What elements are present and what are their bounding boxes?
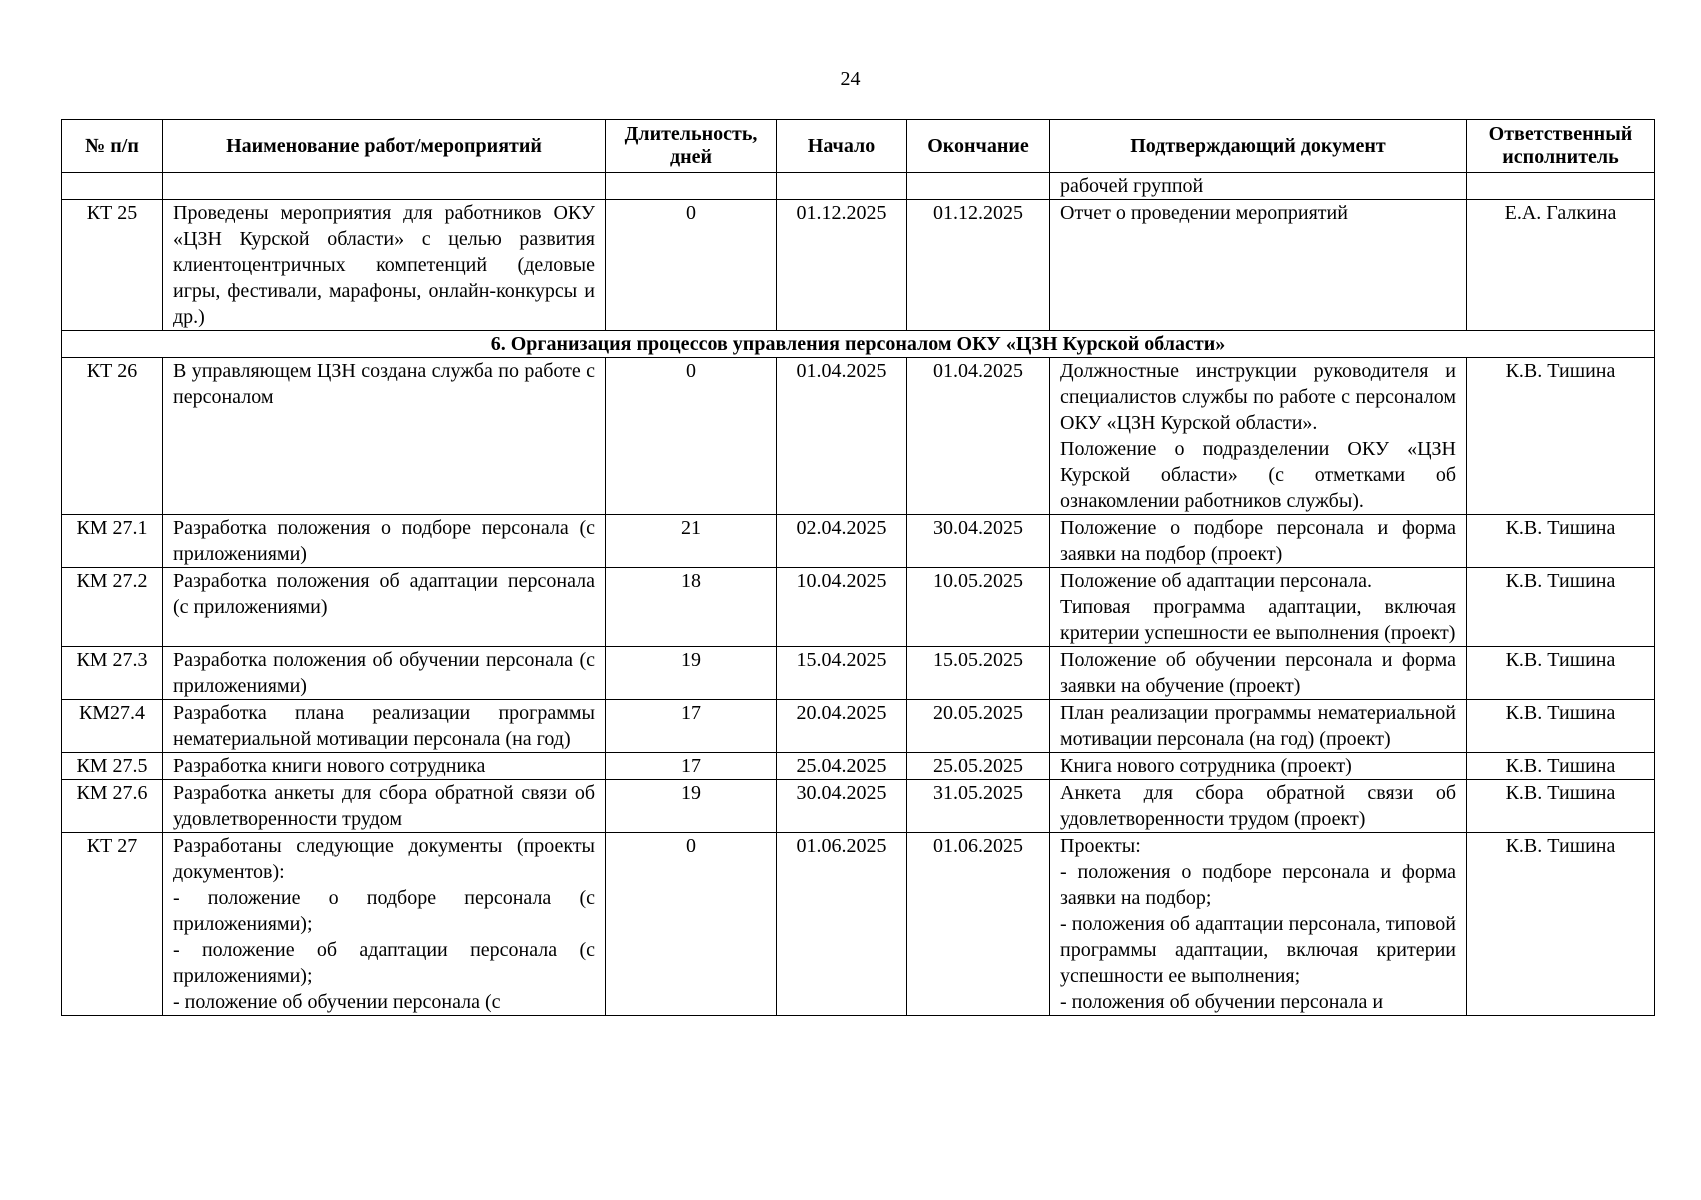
row-duration: 17 bbox=[606, 700, 777, 753]
row-number: КМ 27.3 bbox=[62, 647, 163, 700]
table-row bbox=[62, 753, 1655, 780]
row-number: КТ 27 bbox=[62, 833, 163, 1016]
row-document: Анкета для сбора обратной связи об удовлетворенности трудом (проект) bbox=[1050, 780, 1467, 833]
row-name: Разработка положения о подборе персонала (с приложениями) bbox=[163, 515, 606, 568]
row-duration: 19 bbox=[606, 647, 777, 700]
header-responsible-line2: исполнитель bbox=[1502, 146, 1619, 168]
table-row bbox=[62, 833, 1655, 1016]
header-duration-line1: Длительность, bbox=[624, 123, 758, 145]
row-end: 10.05.2025 bbox=[907, 568, 1050, 647]
row-start: 01.12.2025 bbox=[777, 200, 907, 331]
row-start: 15.04.2025 bbox=[777, 647, 907, 700]
row-document: Отчет о проведении мероприятий bbox=[1050, 200, 1467, 331]
row-name bbox=[163, 833, 606, 1016]
row-document-line: Проекты: bbox=[1060, 835, 1141, 857]
row-start: 25.04.2025 bbox=[777, 753, 907, 780]
row-document-part2: Типовая программа адаптации, включая критерии успешности ее выполнения (проект) bbox=[1060, 596, 1456, 644]
row-start: 20.04.2025 bbox=[777, 700, 907, 753]
row-duration: 0 bbox=[606, 358, 777, 515]
row-start: 30.04.2025 bbox=[777, 780, 907, 833]
row-document: Положение о подборе персонала и форма заявки на подбор (проект) bbox=[1050, 515, 1467, 568]
table-row bbox=[62, 515, 1655, 568]
continuation-row bbox=[62, 173, 1655, 200]
header-row bbox=[62, 120, 1655, 173]
header-name: Наименование работ/мероприятий bbox=[163, 120, 606, 173]
row-document-line: - положения об адаптации персонала, типовой программы адаптации, включая критерии успешности ее выполнения; bbox=[1060, 913, 1456, 987]
row-duration: 21 bbox=[606, 515, 777, 568]
work-plan-table bbox=[61, 119, 1655, 1016]
row-name: Проведены мероприятия для работников ОКУ «ЦЗН Курской области» с целью развития клиентоцентричных компетенций (деловые игры, фестивали, марафоны, онлайн-конкурсы и др.) bbox=[163, 200, 606, 331]
header-end: Окончание bbox=[907, 120, 1050, 173]
row-responsible: К.В. Тишина bbox=[1467, 568, 1655, 647]
header-responsible bbox=[1467, 120, 1655, 173]
row-name-line: - положение об обучении персонала (с bbox=[173, 991, 501, 1013]
header-duration-line2: дней bbox=[669, 146, 713, 168]
row-number: КМ 27.5 bbox=[62, 753, 163, 780]
section-row bbox=[62, 331, 1655, 358]
row-duration: 19 bbox=[606, 780, 777, 833]
row-end: 30.04.2025 bbox=[907, 515, 1050, 568]
table-row bbox=[62, 358, 1655, 515]
row-document-part1: Должностные инструкции руководителя и специалистов службы по работе с персоналом ОКУ «ЦЗН Курской области». bbox=[1060, 360, 1456, 434]
row-duration: 0 bbox=[606, 833, 777, 1016]
row-document bbox=[1050, 833, 1467, 1016]
row-responsible: К.В. Тишина bbox=[1467, 833, 1655, 1016]
row-document: Положение об обучении персонала и форма заявки на обучение (проект) bbox=[1050, 647, 1467, 700]
page-number: 24 bbox=[840, 68, 861, 90]
row-end: 15.05.2025 bbox=[907, 647, 1050, 700]
row-start: 02.04.2025 bbox=[777, 515, 907, 568]
row-end: 20.05.2025 bbox=[907, 700, 1050, 753]
row-document: План реализации программы нематериальной мотивации персонала (на год) (проект) bbox=[1050, 700, 1467, 753]
row-number: КМ 27.6 bbox=[62, 780, 163, 833]
row-document: Книга нового сотрудника (проект) bbox=[1050, 753, 1467, 780]
row-document-part1: Положение об адаптации персонала. bbox=[1060, 570, 1372, 592]
row-number: КТ 26 bbox=[62, 358, 163, 515]
table-row bbox=[62, 780, 1655, 833]
row-name-line: Разработаны следующие документы (проекты документов): bbox=[173, 835, 595, 883]
row-name: Разработка плана реализации программы нематериальной мотивации персонала (на год) bbox=[163, 700, 606, 753]
row-start: 01.04.2025 bbox=[777, 358, 907, 515]
row-name-line: - положение об адаптации персонала (с приложениями); bbox=[173, 939, 595, 987]
row-responsible: К.В. Тишина bbox=[1467, 753, 1655, 780]
row-end: 01.06.2025 bbox=[907, 833, 1050, 1016]
row-document-line: - положения об обучении персонала и bbox=[1060, 991, 1384, 1013]
row-responsible: К.В. Тишина bbox=[1467, 647, 1655, 700]
row-end: 31.05.2025 bbox=[907, 780, 1050, 833]
row-responsible: К.В. Тишина bbox=[1467, 700, 1655, 753]
row-name: Разработка положения об обучении персонала (с приложениями) bbox=[163, 647, 606, 700]
table-row bbox=[62, 200, 1655, 331]
row-number: КМ 27.1 bbox=[62, 515, 163, 568]
row-document bbox=[1050, 358, 1467, 515]
table-row bbox=[62, 568, 1655, 647]
row-duration: 18 bbox=[606, 568, 777, 647]
row-duration: 0 bbox=[606, 200, 777, 331]
continuation-document: рабочей группой bbox=[1050, 173, 1467, 200]
row-responsible: К.В. Тишина bbox=[1467, 358, 1655, 515]
row-responsible: Е.А. Галкина bbox=[1467, 200, 1655, 331]
row-document-line: - положения о подборе персонала и форма заявки на подбор; bbox=[1060, 861, 1456, 909]
row-name: В управляющем ЦЗН создана служба по работе с персоналом bbox=[163, 358, 606, 515]
row-number: КМ27.4 bbox=[62, 700, 163, 753]
section-title: 6. Организация процессов управления персоналом ОКУ «ЦЗН Курской области» bbox=[62, 331, 1655, 358]
table-row bbox=[62, 647, 1655, 700]
header-document: Подтверждающий документ bbox=[1050, 120, 1467, 173]
table-row bbox=[62, 700, 1655, 753]
row-start: 10.04.2025 bbox=[777, 568, 907, 647]
row-name-line: - положение о подборе персонала (с приложениями); bbox=[173, 887, 595, 935]
row-responsible: К.В. Тишина bbox=[1467, 515, 1655, 568]
header-responsible-line1: Ответственный bbox=[1488, 123, 1633, 145]
row-number: КТ 25 bbox=[62, 200, 163, 331]
row-document-part2: Положение о подразделении ОКУ «ЦЗН Курской области» (с отметками об ознакомлении работников службы). bbox=[1060, 438, 1456, 512]
header-duration bbox=[606, 120, 777, 173]
header-start: Начало bbox=[777, 120, 907, 173]
row-name: Разработка книги нового сотрудника bbox=[163, 753, 606, 780]
header-num: № п/п bbox=[62, 120, 163, 173]
row-name: Разработка анкеты для сбора обратной связи об удовлетворенности трудом bbox=[163, 780, 606, 833]
row-duration: 17 bbox=[606, 753, 777, 780]
row-number: КМ 27.2 bbox=[62, 568, 163, 647]
row-start: 01.06.2025 bbox=[777, 833, 907, 1016]
row-end: 25.05.2025 bbox=[907, 753, 1050, 780]
row-end: 01.12.2025 bbox=[907, 200, 1050, 331]
row-document bbox=[1050, 568, 1467, 647]
row-responsible: К.В. Тишина bbox=[1467, 780, 1655, 833]
row-name: Разработка положения об адаптации персонала (с приложениями) bbox=[163, 568, 606, 647]
row-end: 01.04.2025 bbox=[907, 358, 1050, 515]
